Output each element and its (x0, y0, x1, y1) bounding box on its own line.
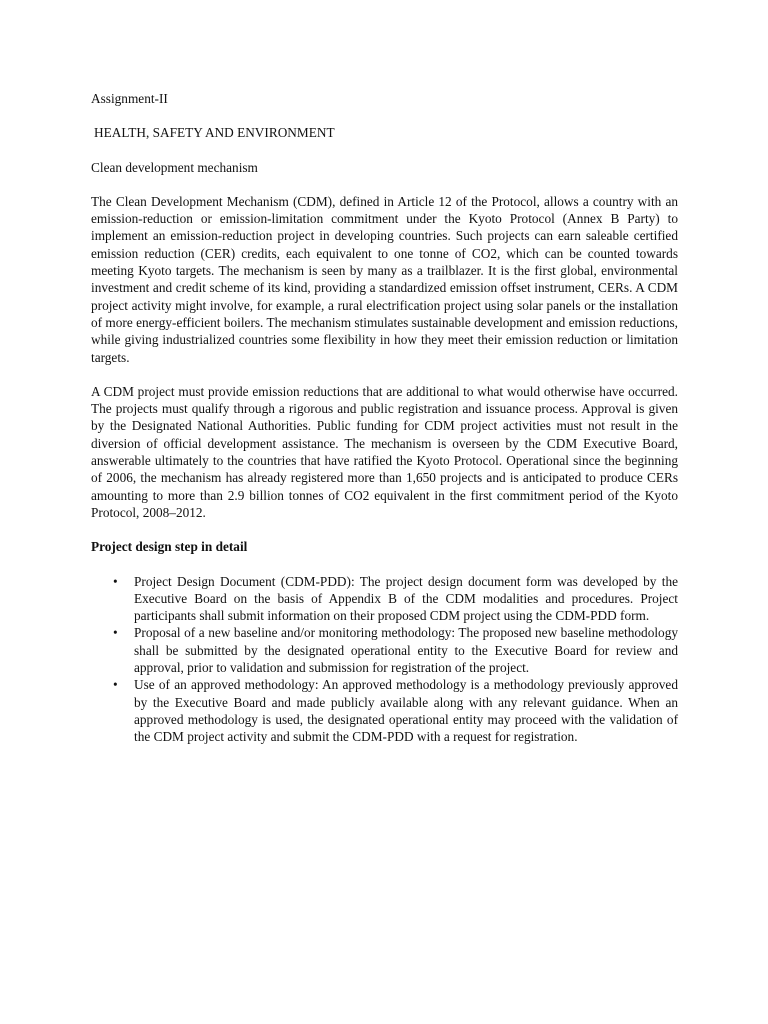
project-design-steps-list (91, 573, 678, 746)
bullet-icon: • (113, 573, 118, 589)
list-item-text: Project Design Document (CDM-PDD): The project design document form was developed by the Executive Board on the basis of Appendix B of the CDM modalities and procedures. Project participants shall submit information on their proposed CDM project using the CDM-PDD form. (134, 573, 678, 624)
list-item (91, 676, 678, 745)
list-item-text: Proposal of a new baseline and/or monitoring methodology: The proposed new baseline methodology shall be submitted by the designated operational entity to the Executive Board for review and approval, prior to validation and submission for registration of the project. (134, 625, 678, 676)
section-heading: Project design step in detail (91, 539, 248, 555)
list-item-text: Use of an approved methodology: An approved methodology is a methodology previously approved by the Executive Board and made publicly available along with any relevant guidance. When an approved methodology is used, the designated operational entity may proceed with the validation of the CDM project activity and submit the CDM-PDD with a request for registration. (134, 677, 678, 745)
list-item (91, 573, 678, 625)
assignment-label: Assignment-II (91, 91, 168, 106)
bullet-icon: • (113, 677, 118, 693)
paragraph-cdm-definition: The Clean Development Mechanism (CDM), defined in Article 12 of the Protocol, allows a country with an emission-reduction or emission-limitation commitment under the Kyoto Protocol (Annex B Party) to implement an emission-reduction project in developing countries. Such projects can earn saleable certified emission reduction (CER) credits, each equivalent to one tonne of CO2, which can be counted towards meeting Kyoto targets. The mechanism is seen by many as a trailblazer. It is the first global, environmental investment and credit scheme of its kind, providing a standardized emission offset instrument, CERs. A CDM project activity might involve, for example, a rural electrification project using solar panels or the installation of more energy-efficient boilers. The mechanism stimulates sustainable development and emission reductions, while giving industrialized countries some flexibility in how they meet their emission reduction or limitation targets. (91, 193, 678, 365)
document-page (91, 90, 678, 746)
bullet-icon: • (113, 625, 118, 641)
list-item (91, 624, 678, 676)
subject-heading: HEALTH, SAFETY AND ENVIRONMENT (94, 125, 335, 141)
paragraph-cdm-requirements: A CDM project must provide emission reductions that are additional to what would otherwise have occurred. The projects must qualify through a rigorous and public registration and issuance process. Approval is given by the Designated National Authorities. Public funding for CDM project activities must not result in the diversion of official development assistance. The mechanism is overseen by the CDM Executive Board, answerable ultimately to the countries that have ratified the Kyoto Protocol. Operational since the beginning of 2006, the mechanism has already registered more than 1,650 projects and is anticipated to produce CERs amounting to more than 2.9 billion tonnes of CO2 equivalent in the first commitment period of the Kyoto Protocol, 2008–2012. (91, 383, 678, 520)
topic-heading: Clean development mechanism (91, 159, 258, 175)
